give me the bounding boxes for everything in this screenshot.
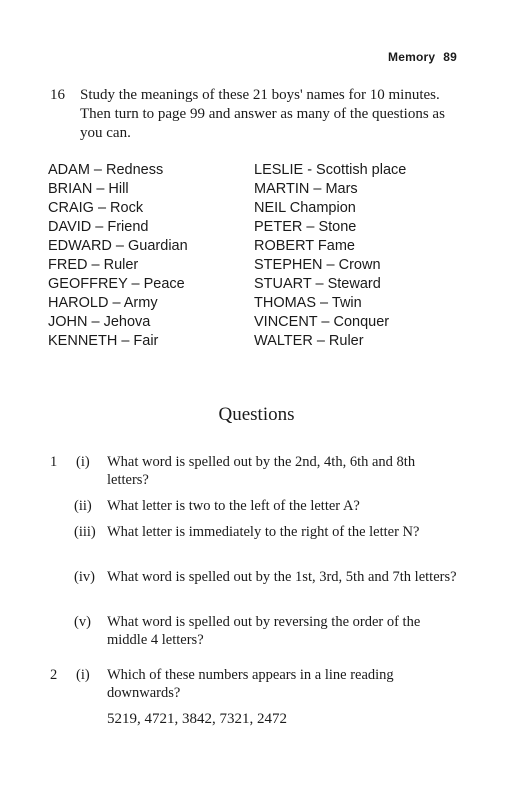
- running-header: [388, 50, 457, 64]
- sub-question-label: (i): [76, 454, 90, 470]
- name-meaning: BRIAN – Hill: [48, 181, 129, 197]
- sub-question-label: (iii): [74, 524, 96, 540]
- name-meaning: LESLIE - Scottish place: [254, 162, 407, 178]
- question-item: [50, 497, 460, 515]
- question-text: What word is spelled out by the 2nd, 4th, 6th and 8th letters?: [107, 454, 416, 488]
- page-number: 89: [443, 50, 457, 64]
- name-meaning: PETER – Stone: [254, 219, 357, 235]
- name-meaning: STUART – Steward: [254, 276, 381, 292]
- name-meaning: ROBERT Fame: [254, 238, 355, 254]
- name-meaning: FRED – Ruler: [48, 257, 139, 273]
- name-meaning: NEIL Champion: [254, 200, 356, 216]
- question-number: 1: [50, 454, 58, 470]
- exercise-number: 16: [50, 87, 65, 103]
- question-item: [50, 666, 460, 702]
- name-meaning: DAVID – Friend: [48, 219, 149, 235]
- question-text: Which of these numbers appears in a line reading downwards?: [107, 667, 394, 701]
- name-meaning: WALTER – Ruler: [254, 333, 364, 349]
- name-meaning: VINCENT – Conquer: [254, 314, 390, 330]
- question-text: What word is spelled out by reversing the order of the middle 4 letters?: [107, 614, 421, 648]
- question-item: [50, 568, 460, 586]
- name-meaning: THOMAS – Twin: [254, 295, 362, 311]
- name-meaning: MARTIN – Mars: [254, 181, 358, 197]
- question-item: [50, 613, 460, 649]
- question-text: What word is spelled out by the 1st, 3rd, 5th and 7th letters?: [107, 569, 457, 585]
- sub-question-label: (ii): [74, 498, 92, 514]
- name-meaning: STEPHEN – Crown: [254, 257, 381, 273]
- questions-heading: Questions: [218, 404, 295, 425]
- sub-question-label: (v): [74, 614, 91, 630]
- name-meaning: EDWARD – Guardian: [48, 238, 188, 254]
- name-meaning: KENNETH – Fair: [48, 333, 159, 349]
- names-column-left: [48, 161, 188, 351]
- question-item: [50, 523, 460, 541]
- question-text: What letter is two to the left of the letter A?: [107, 498, 360, 514]
- number-options: 5219, 4721, 3842, 7321, 2472: [107, 711, 287, 727]
- question-number: 2: [50, 667, 58, 683]
- name-meaning: CRAIG – Rock: [48, 200, 144, 216]
- name-meaning: ADAM – Redness: [48, 162, 164, 178]
- question-text: What letter is immediately to the right of the letter N?: [107, 524, 420, 540]
- name-meaning: HAROLD – Army: [48, 295, 158, 311]
- question-item: [50, 453, 460, 489]
- exercise-text: Study the meanings of these 21 boys' names for 10 minutes. Then turn to page 99 and answer as many of the questions as you can.: [80, 87, 445, 141]
- section-title: Memory: [388, 50, 436, 64]
- exercise-instructions: [50, 86, 450, 143]
- names-column-right: [254, 161, 406, 351]
- name-meaning: GEOFFREY – Peace: [48, 276, 185, 292]
- sub-question-label: (iv): [74, 569, 95, 585]
- sub-question-label: (i): [76, 667, 90, 683]
- name-meaning: JOHN – Jehova: [48, 314, 151, 330]
